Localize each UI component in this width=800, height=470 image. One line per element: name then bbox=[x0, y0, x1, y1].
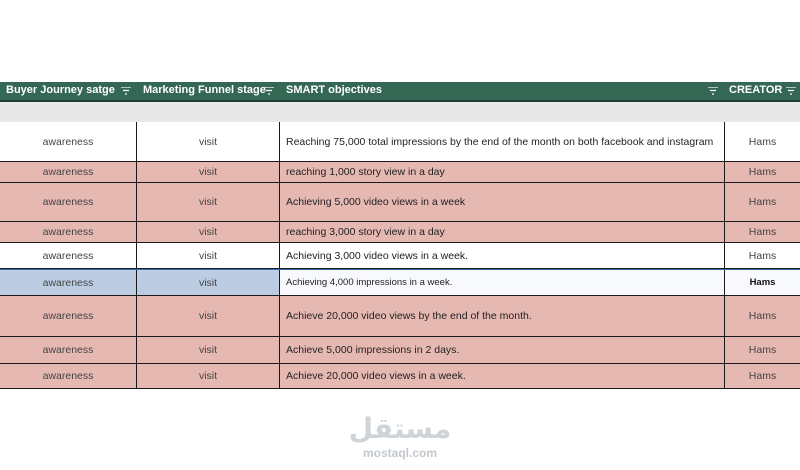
filter-icon[interactable] bbox=[785, 82, 797, 100]
cell-objective[interactable]: reaching 1,000 story view in a day bbox=[280, 162, 725, 182]
cell-objective[interactable]: Achieve 20,000 video views in a week. bbox=[280, 364, 725, 388]
cell-creator[interactable]: Hams bbox=[748, 135, 777, 148]
cell-creator[interactable]: Hams bbox=[748, 249, 777, 262]
cell-funnel-stage[interactable]: visit bbox=[137, 243, 280, 268]
table-row-selected[interactable] bbox=[0, 269, 800, 296]
column-header-buyer-journey[interactable] bbox=[0, 82, 137, 100]
cell-objective[interactable]: reaching 3,000 story view in a day bbox=[280, 222, 725, 242]
header-separator-band bbox=[0, 100, 800, 122]
cell-funnel-stage[interactable]: visit bbox=[137, 364, 280, 388]
cell-creator[interactable]: Hams bbox=[748, 166, 777, 178]
table-row[interactable] bbox=[0, 183, 800, 222]
cell-buyer-journey[interactable]: awareness bbox=[0, 183, 137, 221]
table-row[interactable] bbox=[0, 364, 800, 389]
column-header-label: Buyer Journey satge bbox=[6, 84, 115, 96]
cell-funnel-stage[interactable]: visit bbox=[137, 296, 280, 336]
column-header-label: Marketing Funnel stage bbox=[143, 84, 266, 96]
cell-objective[interactable]: Achieve 20,000 video views by the end of the month. bbox=[280, 296, 725, 336]
cell-funnel-stage[interactable]: visit bbox=[137, 270, 280, 295]
watermark-logo: مستقل bbox=[348, 412, 452, 445]
cell-funnel-stage[interactable]: visit bbox=[137, 222, 280, 242]
table-row[interactable] bbox=[0, 162, 800, 183]
cell-objective[interactable]: Achieving 4,000 impressions in a week. bbox=[280, 270, 725, 295]
cell-funnel-stage[interactable]: visit bbox=[137, 337, 280, 363]
table-row[interactable] bbox=[0, 243, 800, 269]
filter-icon[interactable] bbox=[120, 82, 132, 100]
cell-creator[interactable]: Hams bbox=[748, 370, 777, 382]
cell-buyer-journey[interactable]: awareness bbox=[0, 270, 137, 295]
cell-creator[interactable]: Hams bbox=[748, 196, 777, 208]
cell-funnel-stage[interactable]: visit bbox=[137, 162, 280, 182]
cell-buyer-journey[interactable]: awareness bbox=[0, 162, 137, 182]
cell-objective[interactable]: Achieving 5,000 video views in a week bbox=[280, 183, 725, 221]
cell-creator[interactable]: Hams bbox=[748, 310, 777, 322]
cell-creator[interactable]: Hams bbox=[748, 344, 777, 356]
table-row[interactable] bbox=[0, 296, 800, 337]
cell-objective[interactable]: Achieve 5,000 impressions in 2 days. bbox=[280, 337, 725, 363]
cell-objective[interactable]: Achieving 3,000 video views in a week. bbox=[280, 243, 725, 268]
table-row[interactable] bbox=[0, 122, 800, 162]
cell-buyer-journey[interactable]: awareness bbox=[0, 337, 137, 363]
cell-funnel-stage[interactable]: visit bbox=[137, 183, 280, 221]
cell-creator[interactable]: Hams bbox=[725, 270, 800, 295]
filter-icon[interactable] bbox=[263, 82, 275, 100]
cell-funnel-stage[interactable]: visit bbox=[137, 122, 280, 161]
column-header-marketing-funnel[interactable] bbox=[137, 82, 280, 100]
cell-buyer-journey[interactable]: awareness bbox=[0, 296, 137, 336]
column-header-label: CREATOR bbox=[729, 84, 783, 96]
table-row[interactable] bbox=[0, 337, 800, 364]
cell-buyer-journey[interactable]: awareness bbox=[0, 364, 137, 388]
cell-creator[interactable]: Hams bbox=[748, 226, 777, 238]
cell-buyer-journey[interactable]: awareness bbox=[0, 222, 137, 242]
table-header bbox=[0, 82, 800, 100]
cell-buyer-journey[interactable]: awareness bbox=[0, 122, 137, 161]
watermark-url: mostaql.com bbox=[362, 446, 437, 460]
filter-icon[interactable] bbox=[707, 82, 719, 100]
cell-objective[interactable]: Reaching 75,000 total impressions by the end of the month on both facebook and instagram bbox=[280, 122, 725, 161]
cell-buyer-journey[interactable]: awareness bbox=[0, 243, 137, 268]
column-header-label: SMART objectives bbox=[286, 84, 382, 96]
column-header-creator[interactable] bbox=[725, 82, 787, 100]
table-row[interactable] bbox=[0, 222, 800, 243]
column-header-smart-objectives[interactable] bbox=[280, 82, 700, 100]
